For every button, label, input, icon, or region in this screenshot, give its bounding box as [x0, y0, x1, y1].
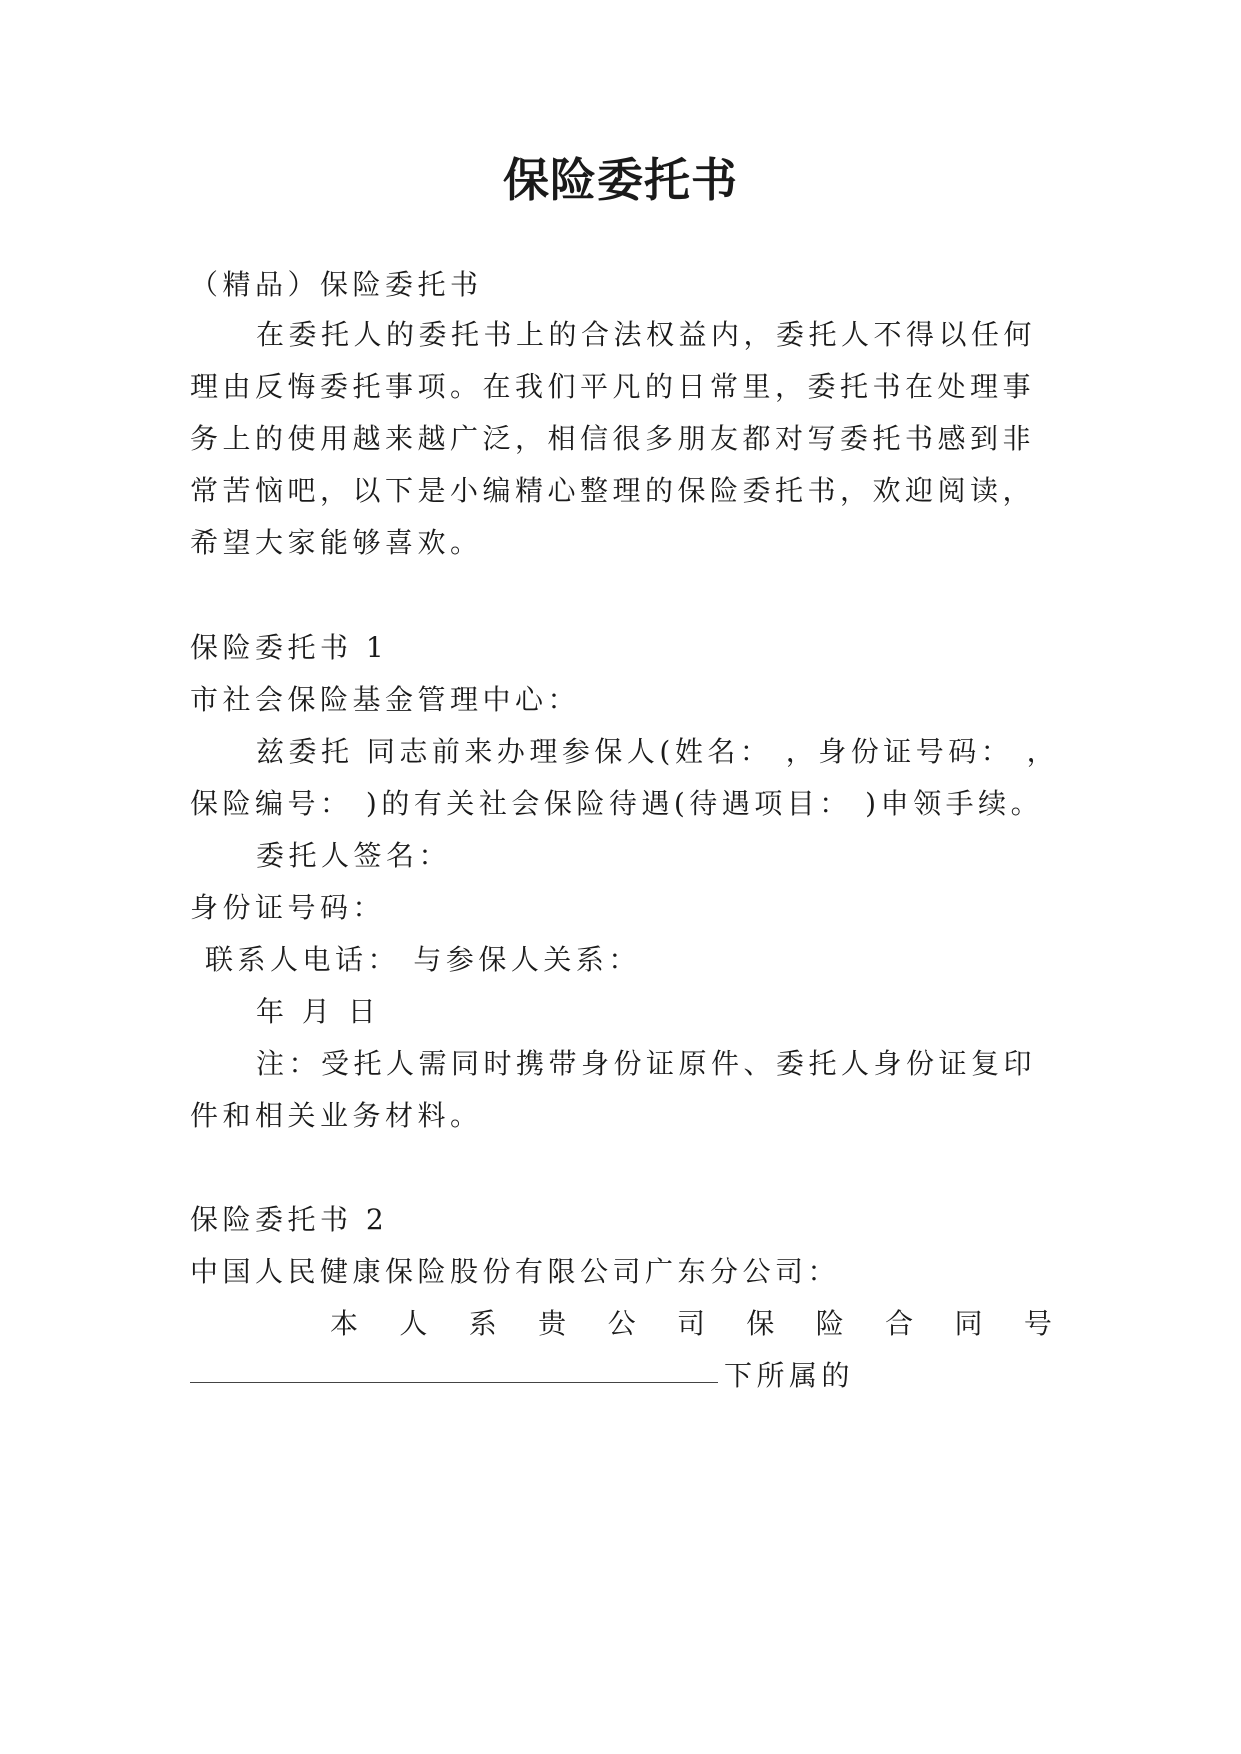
spread-char: 险 [815, 1307, 844, 1340]
section1-note-line: 注：受托人需同时携带身份证原件、委托人身份证复印 [256, 1047, 1037, 1080]
spread-char: 系 [468, 1307, 497, 1340]
spread-char: 人 [399, 1307, 428, 1340]
section1-body-line: 兹委托 同志前来办理参保人(姓名： ，身份证号码： ， [256, 735, 1060, 768]
spread-char: 本 [330, 1307, 359, 1340]
section1-signer: 委托人签名： [256, 839, 452, 872]
spread-char: 号 [1023, 1307, 1052, 1340]
intro-line: 希望大家能够喜欢。 [190, 526, 483, 559]
document-subtitle: （精品）保险委托书 [190, 268, 483, 301]
spread-char: 公 [607, 1307, 636, 1340]
section1-addressee: 市社会保险基金管理中心： [190, 683, 581, 716]
section1-date: 年 月 日 [256, 995, 381, 1028]
fill-in-blank [190, 1356, 718, 1383]
intro-line: 理由反悔委托事项。在我们平凡的日常里，委托书在处理事 [190, 370, 1036, 403]
section1-note-line: 件和相关业务材料。 [190, 1099, 483, 1132]
intro-line: 在委托人的委托书上的合法权益内，委托人不得以任何 [256, 318, 1037, 351]
spread-char: 合 [885, 1307, 914, 1340]
section1-heading: 保险委托书 1 [190, 631, 389, 664]
document-title: 保险委托书 [503, 153, 738, 207]
section1-id-number: 身份证号码： [190, 891, 386, 924]
section2-contract-line [190, 1356, 854, 1396]
section1-body-line: 保险编号： )的有关社会保险待遇(待遇项目： )申领手续。 [190, 787, 1044, 820]
section2-spread-line [330, 1304, 1052, 1344]
section2-addressee: 中国人民健康保险股份有限公司广东分公司： [190, 1255, 841, 1288]
spread-char: 贵 [538, 1307, 567, 1340]
intro-line: 务上的使用越来越广泛，相信很多朋友都对写委托书感到非 [190, 422, 1036, 455]
section1-contact: 联系人电话： 与参保人关系： [205, 943, 641, 976]
spread-char: 同 [954, 1307, 983, 1340]
section2-heading: 保险委托书 2 [190, 1203, 389, 1236]
section2-tail: 下所属的 [724, 1359, 855, 1392]
spread-char: 保 [746, 1307, 775, 1340]
spread-char: 司 [676, 1307, 705, 1340]
intro-line: 常苦恼吧，以下是小编精心整理的保险委托书，欢迎阅读， [190, 474, 1036, 507]
